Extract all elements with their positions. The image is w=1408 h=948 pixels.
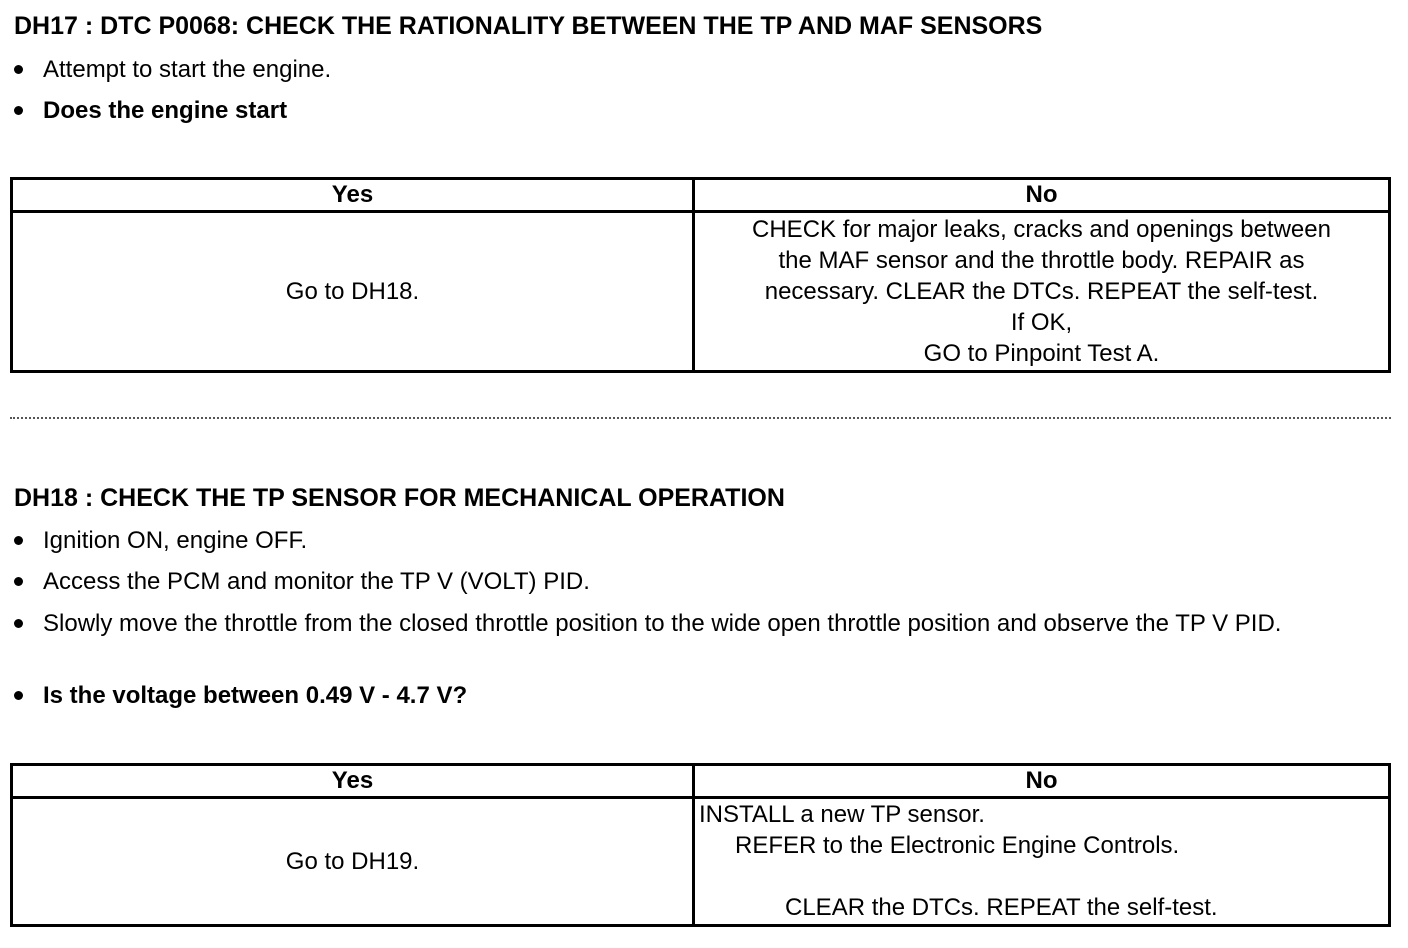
no-line: INSTALL a new TP sensor. xyxy=(699,801,985,828)
bullet-icon xyxy=(14,691,23,700)
bullet-icon xyxy=(14,577,23,586)
no-line: necessary. CLEAR the DTCs. REPEAT the self-test. xyxy=(764,278,1319,305)
list-item: Access the PCM and monitor the TP V (VOLT) PID. xyxy=(14,568,590,596)
no-header: No xyxy=(694,179,1390,212)
yes-cell: Go to DH18. xyxy=(12,212,694,372)
bullet-icon xyxy=(14,619,23,628)
section-title: DH17 : DTC P0068: CHECK THE RATIONALITY BETWEEN THE TP AND MAF SENSORS xyxy=(14,12,1043,40)
no-line: If OK, xyxy=(1010,309,1073,336)
list-item: Slowly move the throttle from the closed throttle position to the wide open throttle position and observe the TP V PID. xyxy=(14,608,1394,639)
no-line: REFER to the Electronic Engine Controls. xyxy=(735,832,1180,859)
question-item: Does the engine start xyxy=(14,97,287,125)
section-title: DH18 : CHECK THE TP SENSOR FOR MECHANICAL OPERATION xyxy=(14,484,785,512)
bullet-icon xyxy=(14,106,23,115)
no-line: CHECK for major leaks, cracks and openings between xyxy=(752,216,1331,243)
no-line: GO to Pinpoint Test A. xyxy=(923,340,1160,367)
answer-table xyxy=(10,763,1391,927)
no-line xyxy=(699,861,1384,892)
no-cell xyxy=(694,212,1390,372)
no-line: CLEAR the DTCs. REPEAT the self-test. xyxy=(785,894,1218,921)
answer-table xyxy=(10,177,1391,373)
no-cell xyxy=(694,798,1390,926)
yes-header: Yes xyxy=(12,765,694,798)
bullet-icon xyxy=(14,536,23,545)
no-line: the MAF sensor and the throttle body. REPAIR as xyxy=(778,247,1305,274)
no-header: No xyxy=(694,765,1390,798)
list-item: Ignition ON, engine OFF. xyxy=(14,527,307,555)
yes-cell: Go to DH19. xyxy=(12,798,694,926)
yes-header: Yes xyxy=(12,179,694,212)
list-item: Attempt to start the engine. xyxy=(14,56,331,84)
section-divider xyxy=(10,417,1391,419)
question-item: Is the voltage between 0.49 V - 4.7 V? xyxy=(14,682,467,710)
bullet-icon xyxy=(14,65,23,74)
